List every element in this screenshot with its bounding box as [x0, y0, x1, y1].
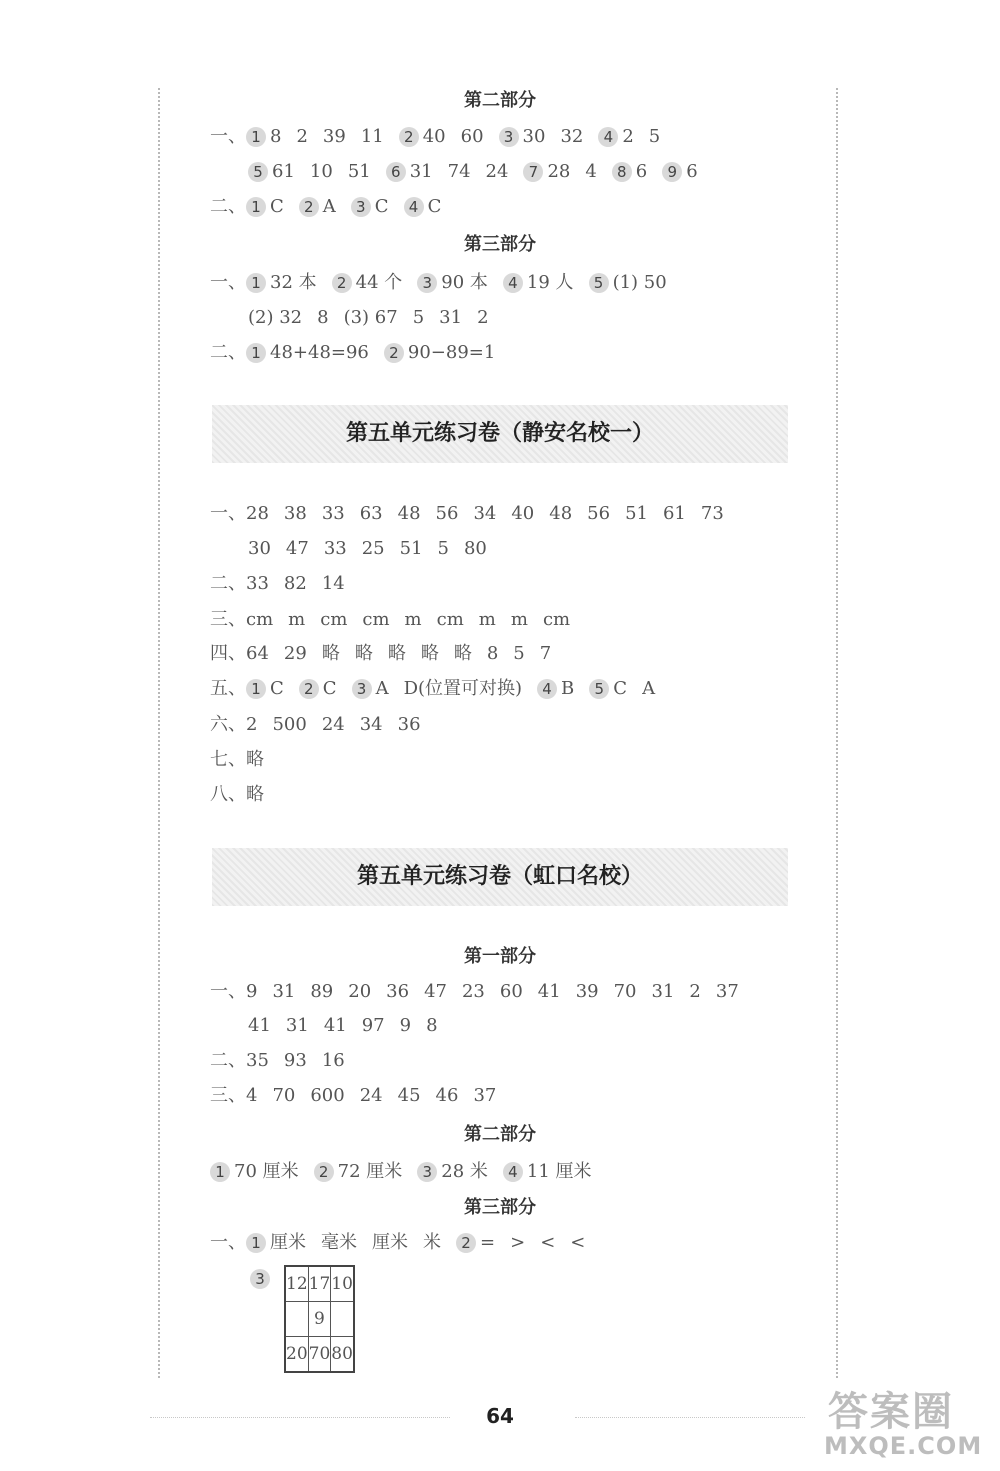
answer-value: C — [270, 196, 284, 217]
answer-value: C — [374, 196, 389, 217]
answer-value: cm — [436, 609, 464, 630]
answer-value: 34 — [473, 503, 497, 524]
answer-value: 82 — [283, 573, 307, 594]
answer-value: 90−89=1 — [407, 342, 496, 363]
answer-value: A — [642, 678, 656, 699]
page-number: 64 — [486, 1404, 514, 1428]
answer-value: m — [288, 609, 306, 630]
question-number-badge: 3 — [499, 127, 519, 147]
question-number-badge: 1 — [246, 343, 266, 363]
answer-value: A — [322, 196, 336, 217]
answer-value: 10 — [309, 161, 333, 182]
grid-cell: 12 — [285, 1266, 308, 1302]
unit-banner-jingan: 第五单元练习卷（静安名校一） — [212, 405, 788, 463]
answer-value: 37 — [715, 981, 739, 1002]
answer-value: 47 — [424, 981, 447, 1002]
answer-line — [210, 302, 504, 334]
answer-value: 2 — [246, 714, 258, 735]
question-number-badge: 3 — [351, 197, 371, 217]
question-label: 三、 — [210, 609, 246, 630]
answer-value: 28 米 — [441, 1161, 488, 1182]
answer-value: m — [478, 609, 496, 630]
section-heading-part3: 第三部分 — [464, 234, 536, 255]
answer-value: 70 — [272, 1085, 296, 1106]
answer-value: 略 — [246, 784, 264, 805]
answer-value: 5 — [513, 643, 525, 664]
answer-value: 34 — [359, 714, 383, 735]
answer-value: 厘米 — [372, 1232, 408, 1253]
answer-value: 600 — [310, 1085, 345, 1106]
answer-value: D(位置可对换) — [403, 678, 523, 699]
answer-value: 39 — [322, 126, 346, 147]
answer-value: cm — [542, 609, 571, 630]
answer-value: 31 — [285, 1015, 309, 1036]
answer-value: 24 — [359, 1085, 383, 1106]
answer-value: < — [540, 1232, 556, 1253]
answer-value: 39 — [575, 981, 599, 1002]
answer-value: 51 — [347, 161, 371, 182]
answer-value: 89 — [310, 981, 334, 1002]
answer-line — [210, 976, 754, 1008]
section-heading-part2: 第二部分 — [464, 90, 536, 111]
question-number-badge: 1 — [246, 127, 266, 147]
question-number-badge: 4 — [503, 273, 523, 293]
question-number-badge: 2 — [299, 679, 319, 699]
answer-value: 厘米 — [270, 1232, 306, 1253]
answer-value: 2 — [296, 126, 308, 147]
question-label: 一、 — [210, 981, 246, 1002]
question-label: 二、 — [210, 573, 246, 594]
answer-value: 80 — [463, 538, 487, 559]
answer-value: 5 — [437, 538, 449, 559]
answer-value: (2) 32 — [248, 307, 303, 328]
answer-value: (1) 50 — [612, 272, 667, 293]
answer-value: 29 — [283, 643, 307, 664]
answer-value: 36 — [397, 714, 421, 735]
answer-value: 45 — [397, 1085, 421, 1106]
answer-value: 41 — [248, 1015, 271, 1036]
answer-value: cm — [362, 609, 390, 630]
grid-cell: 70 — [308, 1337, 331, 1373]
answer-value: 8 — [270, 126, 282, 147]
answer-value: = — [480, 1232, 496, 1253]
answer-value: m — [404, 609, 422, 630]
answer-value: 73 — [700, 503, 724, 524]
answer-line — [210, 744, 279, 776]
question-number-badge: 4 — [537, 679, 557, 699]
grid-cell: 17 — [308, 1266, 331, 1302]
answer-value: C — [427, 196, 442, 217]
answer-value: 33 — [323, 538, 347, 559]
answer-value: 64 — [246, 643, 269, 664]
answer-value: 93 — [283, 1050, 307, 1071]
watermark-logo — [822, 1380, 992, 1465]
answer-value: 70 — [613, 981, 637, 1002]
answer-value: 38 — [283, 503, 307, 524]
answer-line — [210, 1010, 453, 1042]
answer-value: C — [613, 678, 628, 699]
answer-line — [210, 1156, 607, 1188]
question-label: 一、 — [210, 1232, 246, 1253]
answer-line — [210, 568, 360, 600]
question-number-badge: 8 — [612, 162, 632, 182]
question-number-badge: 3 — [417, 273, 437, 293]
question-number-badge: 1 — [246, 679, 266, 699]
question-label: 四、 — [210, 643, 246, 664]
answer-value: 30 — [522, 126, 546, 147]
answer-value: 2 — [689, 981, 701, 1002]
answer-value: 略 — [453, 643, 472, 664]
question-label: 七、 — [210, 749, 246, 770]
answer-value: 40 — [511, 503, 535, 524]
answer-value: 24 — [321, 714, 345, 735]
answer-value: 47 — [285, 538, 309, 559]
answer-value: 24 — [485, 161, 509, 182]
answer-value: 40 — [422, 126, 446, 147]
answer-value: 32 本 — [270, 272, 317, 293]
answer-value: 14 — [321, 573, 345, 594]
answer-value: 51 — [399, 538, 423, 559]
answer-value: 36 — [386, 981, 410, 1002]
answer-value: 31 — [409, 161, 433, 182]
answer-line — [210, 533, 502, 565]
answer-value: 33 — [321, 503, 345, 524]
right-margin-rule — [836, 88, 838, 1378]
question-number-badge: 3 — [250, 1269, 270, 1289]
answer-value: 48 — [397, 503, 421, 524]
answer-value: 35 — [246, 1050, 269, 1071]
answer-value: 41 — [537, 981, 561, 1002]
question-number-badge: 1 — [210, 1162, 230, 1182]
question-number-badge: 1 — [246, 197, 266, 217]
answer-value: 略 — [246, 749, 264, 770]
answer-value: 19 人 — [526, 272, 574, 293]
answer-value: 16 — [321, 1050, 345, 1071]
watermark-url: MXQE.COM — [824, 1432, 983, 1460]
answer-line — [210, 604, 585, 636]
answer-value: 37 — [473, 1085, 497, 1106]
question-label: 一、 — [210, 272, 246, 293]
answer-line — [210, 1045, 360, 1077]
answer-line — [210, 337, 510, 369]
answer-value: 31 — [272, 981, 296, 1002]
answer-value: 11 — [360, 126, 384, 147]
question-label: 二、 — [210, 196, 246, 217]
question-label: 二、 — [210, 342, 246, 363]
answer-value: 60 — [499, 981, 523, 1002]
question-number-badge: 1 — [246, 1233, 266, 1253]
answer-value: > — [510, 1232, 526, 1253]
answer-line — [210, 1080, 511, 1112]
grid-cell — [331, 1302, 354, 1337]
answer-line — [210, 121, 675, 153]
answer-value: 30 — [248, 538, 271, 559]
answer-value: m — [510, 609, 528, 630]
answer-value: 米 — [423, 1232, 441, 1253]
question-number-badge: 2 — [332, 273, 352, 293]
section-heading-part3: 第三部分 — [464, 1197, 536, 1218]
question-label: 六、 — [210, 714, 246, 735]
question-number-badge: 6 — [386, 162, 406, 182]
answer-value: 56 — [435, 503, 459, 524]
answer-value: 7 — [539, 643, 552, 664]
number-grid — [284, 1265, 355, 1373]
answer-value: 23 — [461, 981, 485, 1002]
question-number-badge: 3 — [417, 1162, 437, 1182]
answer-value: 97 — [361, 1015, 385, 1036]
question-number-badge: 2 — [299, 197, 319, 217]
unit-banner-hongkou: 第五单元练习卷（虹口名校） — [212, 848, 788, 906]
answer-value: 90 本 — [441, 272, 488, 293]
watermark-text: 答案圈 — [828, 1389, 954, 1435]
answer-value: cm — [246, 609, 274, 630]
question-label: 三、 — [210, 1085, 246, 1106]
answer-value: 8 — [486, 643, 499, 664]
answer-value: 20 — [348, 981, 372, 1002]
answer-value: 31 — [439, 307, 463, 328]
question-number-badge: 2 — [384, 343, 404, 363]
answer-value: 74 — [447, 161, 471, 182]
answer-line — [210, 1227, 600, 1259]
answer-value: 毫米 — [321, 1232, 357, 1253]
answer-value: 60 — [460, 126, 484, 147]
answer-line — [210, 156, 713, 188]
answer-value: 48+48=96 — [270, 342, 369, 363]
question-number-badge: 4 — [404, 197, 424, 217]
answer-value: 44 个 — [355, 272, 403, 293]
question-number-badge: 4 — [598, 127, 618, 147]
answer-value: 56 — [587, 503, 611, 524]
grid-cell: 80 — [331, 1337, 354, 1373]
question-number-badge: 2 — [456, 1233, 476, 1253]
question-number-badge: 2 — [314, 1162, 334, 1182]
answer-value: 28 — [246, 503, 269, 524]
question-number-badge: 3 — [352, 679, 372, 699]
grid-cell: 20 — [285, 1337, 308, 1373]
answer-value: 6 — [635, 161, 648, 182]
answer-value: 51 — [625, 503, 648, 524]
left-margin-rule — [158, 88, 160, 1378]
answer-value: 41 — [323, 1015, 347, 1036]
answer-value: 33 — [246, 573, 269, 594]
question-label: 二、 — [210, 1050, 246, 1071]
answer-line — [210, 673, 670, 705]
answer-line — [210, 779, 279, 811]
question-label: 八、 — [210, 784, 246, 805]
answer-value: 63 — [359, 503, 383, 524]
question-number-badge: 5 — [589, 679, 609, 699]
grid-cell — [285, 1302, 308, 1337]
answer-value: 9 — [399, 1015, 412, 1036]
answer-value: 8 — [426, 1015, 438, 1036]
grid-cell: 9 — [308, 1302, 331, 1337]
answer-value: (3) 67 — [343, 307, 398, 328]
question-number-badge: 5 — [248, 162, 268, 182]
answer-value: cm — [320, 609, 348, 630]
answer-value: 略 — [321, 643, 340, 664]
grid-cell: 10 — [331, 1266, 354, 1302]
answer-value: 6 — [686, 161, 698, 182]
answer-value: 2 — [477, 307, 489, 328]
question-number-badge: 2 — [399, 127, 419, 147]
answer-value: 略 — [387, 643, 406, 664]
question-number-badge: 1 — [246, 273, 266, 293]
answer-value: 4 — [246, 1085, 258, 1106]
answer-line — [210, 709, 436, 741]
answer-value: 28 — [547, 161, 571, 182]
answer-value: < — [570, 1232, 586, 1253]
answer-value: C — [270, 678, 284, 699]
answer-line — [210, 267, 682, 299]
answer-value: 61 — [662, 503, 686, 524]
answer-value: 5 — [412, 307, 425, 328]
answer-value: 5 — [648, 126, 661, 147]
question-number-badge: 5 — [589, 273, 609, 293]
answer-line — [210, 191, 456, 223]
answer-value: 略 — [420, 643, 439, 664]
question-number-badge: 9 — [662, 162, 682, 182]
answer-value: 32 — [560, 126, 584, 147]
question-label: 一、 — [210, 503, 246, 524]
section-heading-part1: 第一部分 — [464, 946, 536, 967]
question-number-badge: 7 — [523, 162, 543, 182]
answer-value: 70 厘米 — [234, 1161, 299, 1182]
question-label: 五、 — [210, 678, 246, 699]
answer-value: 61 — [272, 161, 295, 182]
answer-value: 500 — [272, 714, 307, 735]
answer-value: 9 — [246, 981, 258, 1002]
answer-value: 46 — [435, 1085, 459, 1106]
answer-value: 72 厘米 — [337, 1161, 403, 1182]
answer-value: 2 — [622, 126, 634, 147]
question-number-badge: 4 — [503, 1162, 523, 1182]
answer-value: 4 — [585, 161, 597, 182]
section-heading-part2: 第二部分 — [464, 1124, 536, 1145]
answer-value: 48 — [549, 503, 573, 524]
answer-value: 8 — [317, 307, 329, 328]
answer-value: A — [375, 678, 389, 699]
answer-value: 11 厘米 — [526, 1161, 592, 1182]
answer-value: C — [322, 678, 337, 699]
question-label: 一、 — [210, 126, 246, 147]
answer-value: 31 — [651, 981, 675, 1002]
answer-value: 略 — [354, 643, 373, 664]
answer-line — [210, 498, 739, 530]
answer-value: 25 — [361, 538, 385, 559]
answer-line — [210, 638, 566, 670]
answer-value: B — [561, 678, 575, 699]
